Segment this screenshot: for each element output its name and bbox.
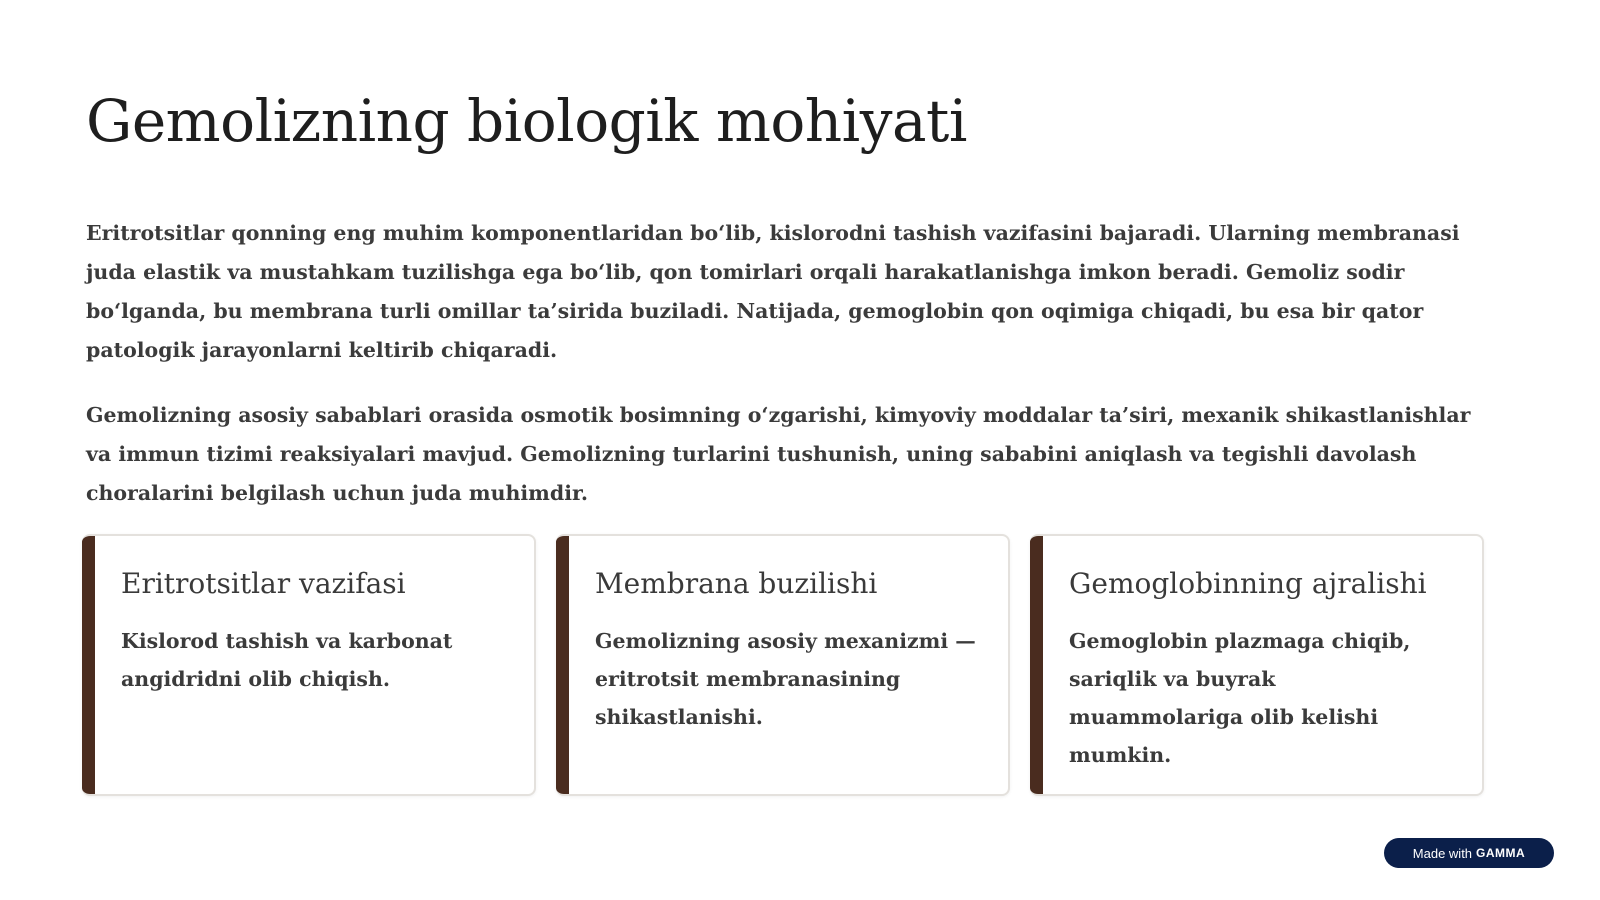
card-row xyxy=(82,534,1487,800)
card-heading: Gemoglobinning ajralishi xyxy=(1069,567,1427,600)
gamma-logo: GAMMA xyxy=(1476,846,1526,860)
causes-paragraph: Gemolizning asosiy sabablari orasida osmotik bosimning o‘zgarishi, kimyoviy moddalar ta’siri, mexanik shikastlanishlar va immun tizimi reaksiyalari mavjud. Gemolizning turlarini tushunish, uning sababini aniqlash va tegishli davolash choralarini belgilash uchun juda muhimdir. xyxy=(86,403,1471,505)
card-erythrocyte-function xyxy=(82,534,536,796)
card-hemoglobin-release xyxy=(1030,534,1484,796)
card-heading: Eritrotsitlar vazifasi xyxy=(121,567,406,600)
card-text: Gemolizning asosiy mexanizmi — eritrotsit membranasining shikastlanishi. xyxy=(595,629,976,729)
card-accent-bar xyxy=(82,536,95,794)
badge-made-with-label: Made with xyxy=(1412,845,1473,861)
card-heading: Membrana buzilishi xyxy=(595,567,878,600)
page-title: Gemolizning biologik mohiyati xyxy=(86,87,967,155)
card-membrane-damage xyxy=(556,534,1010,796)
made-with-gamma-badge[interactable] xyxy=(1384,838,1554,868)
card-accent-bar xyxy=(1030,536,1043,794)
card-text: Gemoglobin plazmaga chiqib, sariqlik va buyrak muammolariga olib kelishi mumkin. xyxy=(1069,629,1411,767)
card-accent-bar xyxy=(556,536,569,794)
card-text: Kislorod tashish va karbonat angidridni olib chiqish. xyxy=(121,629,453,691)
intro-paragraph: Eritrotsitlar qonning eng muhim komponentlaridan bo‘lib, kislorodni tashish vazifasini bajaradi. Ularning membranasi juda elastik va mustahkam tuzilishga ega bo‘lib, qon tomirlari orqali harakatlanishga imkon beradi. Gemoliz sodir bo‘lganda, bu membrana turli omillar ta’sirida buziladi. Natijada, gemoglobin qon oqimiga chiqadi, bu esa bir qator patologik jarayonlarni keltirib chiqaradi. xyxy=(86,221,1460,362)
